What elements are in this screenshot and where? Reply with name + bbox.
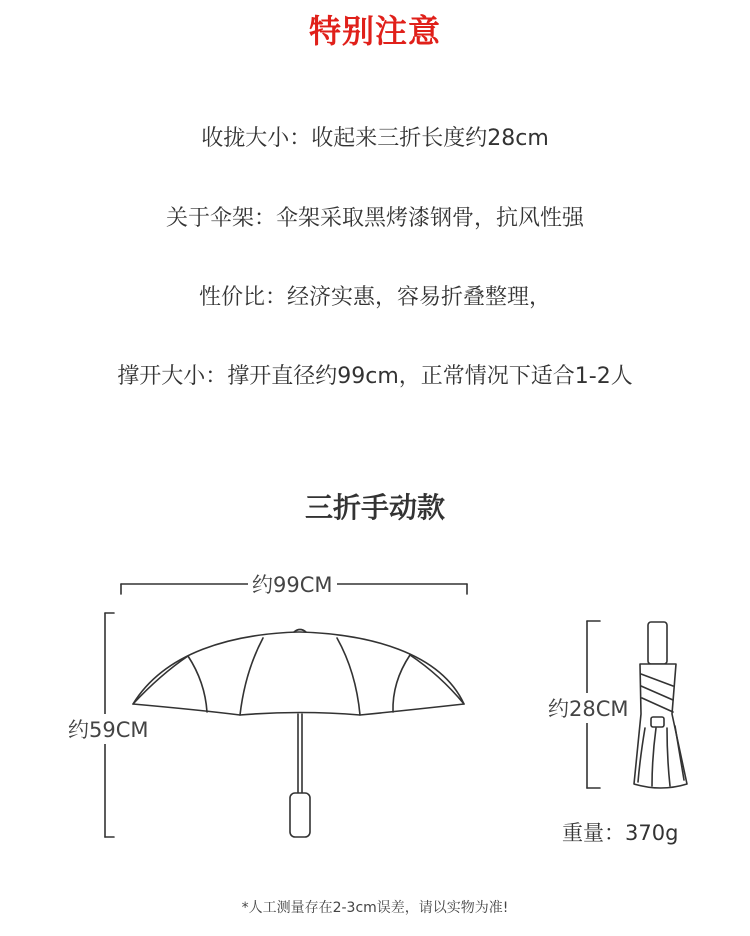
umbrella-drawing [0, 560, 750, 860]
width-label: 约99CM [248, 569, 337, 599]
open-umbrella-icon [133, 630, 464, 838]
folded-umbrella-icon [634, 622, 687, 788]
model-title: 三折手动款 [304, 491, 445, 524]
folded-length-label: 约28CM [548, 693, 629, 723]
spec-frame: 关于伞架：伞架采取黑烤漆钢骨，抗风性强 [165, 206, 584, 231]
umbrella-diagram [0, 560, 750, 860]
spec-open-size: 撑开大小：撑开直径约99cm，正常情况下适合1-2人 [117, 364, 633, 389]
measurement-note: *人工测量存在2-3cm误差，请以实物为准! [241, 900, 509, 916]
spec-folded-size: 收拢大小：收起来三折长度约28cm [201, 126, 549, 151]
weight-label: 重量：370g [562, 821, 679, 845]
spec-value: 性价比：经济实惠，容易折叠整理， [198, 285, 551, 310]
page-heading: 特别注意 [308, 12, 441, 50]
height-label: 约59CM [68, 714, 149, 744]
